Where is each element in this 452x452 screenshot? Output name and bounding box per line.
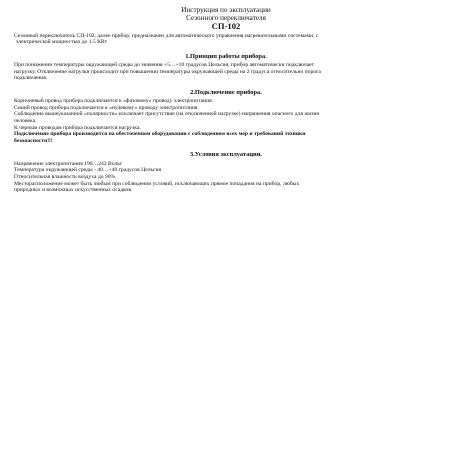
conditions-line-1: Напряжение электропитания 198…242 Вольт xyxy=(14,160,123,167)
principle-line-3: подключения. xyxy=(14,75,48,82)
model-name: СП-102 xyxy=(211,21,241,31)
section-title-principle: 1.Принцип работы прибора. xyxy=(185,52,267,60)
doc-title-line1: Инструкция по эксплуатации xyxy=(181,6,271,14)
safety-warning-line-1: Подключение прибора производится на обесточенном оборудовании с соблюдением всех мер и требований техники xyxy=(14,131,306,138)
doc-title-line2: Сезонного переключателя xyxy=(186,14,266,22)
section-title-connection: 2.Подключение прибора. xyxy=(190,88,262,96)
section-title-conditions: 3.Условия эксплуатации. xyxy=(189,151,263,159)
connection-line-1: Коричневый провод прибора подключается к «фазовому» проводу электропитания. xyxy=(14,98,214,105)
conditions-line-2: Температура окружающей среды - 40…+40 градусов Цельсия xyxy=(14,167,162,174)
safety-warning-line-2: безопасности!!! xyxy=(14,137,53,144)
conditions-line-4: Месторасположение может быть любым при соблюдении условий, исключающих прямое попадания на прибор, любых xyxy=(14,180,300,187)
connection-line-5: К черным проводам прибора подключается нагрузка. xyxy=(14,124,141,131)
connection-line-2: Синий провод прибора подключается к «нулевому» проводу электропитания. xyxy=(14,104,199,111)
conditions-line-5: природных и возможных искусственных осадков. xyxy=(14,187,133,194)
principle-line-1: При понижении температуры окружающей среды до значения +5…+10 градусов Цельсия, прибор автоматически подключает xyxy=(14,62,315,69)
principle-line-2: нагрузку. Отключение нагрузки происходит при повышении температуры окружающей среды на 2 градуса относительно порога xyxy=(14,68,321,75)
intro-line-1: Сезонный переключатель СП-102, далее прибор, предназначен для автоматического управления нагревательными системами, с xyxy=(14,32,319,39)
intro-line-2: электрической мощностью до 1.5 КВт xyxy=(16,39,108,46)
connection-line-3: Соблюдение вышеуказанной «полярности» исключает присутствие (на отключенной нагрузке) напряжения опасного для жизни xyxy=(14,111,320,118)
connection-line-4: человека. xyxy=(14,118,37,125)
conditions-line-3: Относительная влажность воздуха до 90% xyxy=(14,174,116,181)
